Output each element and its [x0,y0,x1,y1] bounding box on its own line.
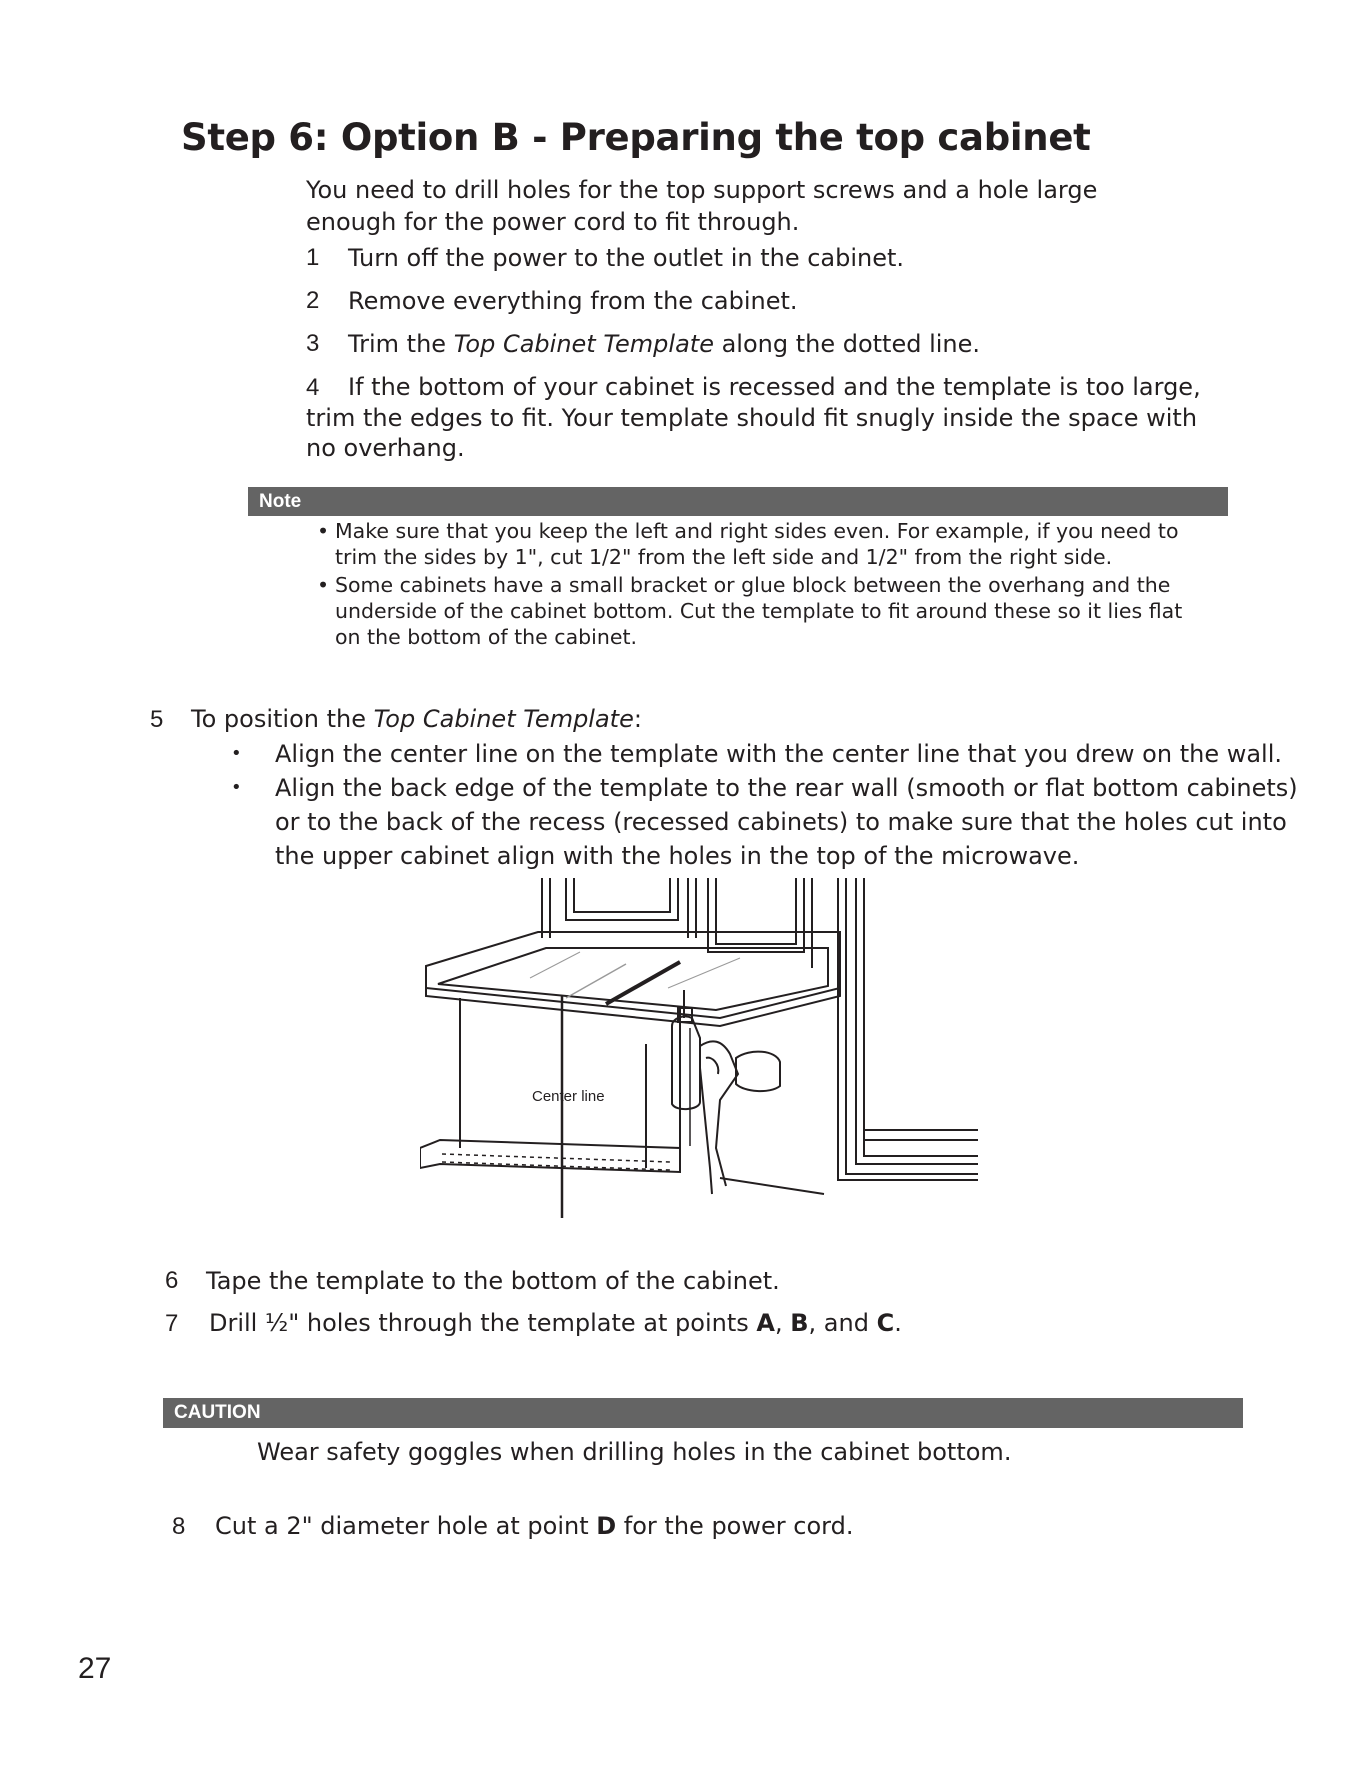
step-text [348,328,980,360]
note-item [317,518,1182,570]
step-text-pre: Trim the [348,330,454,358]
step-number: 7 [165,1310,179,1337]
step-number: 3 [306,330,320,357]
side-cabinet [856,878,978,1164]
caution-bar [163,1398,1243,1428]
step-8 [172,1510,853,1543]
step-number: 6 [165,1267,179,1294]
note-line: trim the sides by 1", cut 1/2" from the left side and 1/2" from the right side. [335,545,1113,569]
step-text: Tape the template to the bottom of the cabinet. [206,1267,780,1295]
point-a: A [756,1309,775,1337]
side-cabinet [838,878,978,1180]
door-panel [574,878,670,912]
step-text-post: . [894,1309,902,1337]
template-marking [566,964,626,998]
bullet: • [317,519,330,543]
note-line: underside of the cabinet bottom. Cut the template to fit around these so it lies flat [335,599,1183,623]
step-number: 4 [306,374,320,401]
step-text-post: for the power cord. [616,1512,854,1540]
bullet: • [231,777,242,798]
counter-line [720,1178,824,1194]
step-1 [306,242,904,274]
door-panel [566,878,678,920]
separator: , [774,1309,791,1337]
page-number: 27 [78,1652,112,1685]
step-2 [306,285,798,317]
side-cabinet [864,878,978,1156]
sub-text: Align the back edge of the template to the rear wall (smooth or flat bottom cabinets) [275,774,1298,802]
drill-body [672,1016,700,1109]
step-text: If the bottom of your cabinet is recessed and the template is too large, [348,373,1201,401]
step-text: trim the edges to fit. Your template should fit snugly inside the space with [306,404,1198,432]
template-name: Top Cabinet Template [453,330,714,358]
note-item [317,572,1183,650]
step-text-post: : [633,705,642,733]
point-c: C [876,1309,895,1337]
step-4 [306,372,1201,463]
note-line: on the bottom of the cabinet. [335,625,638,649]
note-bar [248,487,1228,516]
intro-line: You need to drill holes for the top support screws and a hole large [306,176,1098,204]
step-3 [306,328,980,360]
door-panel [716,878,796,944]
figure-caption: Center line [532,1088,605,1105]
step-7 [165,1307,902,1340]
finger [706,1058,718,1074]
intro [306,174,1097,238]
step-text: Remove everything from the cabinet. [348,287,798,315]
step-number: 8 [172,1513,186,1540]
step-5 [150,703,642,736]
step-text-pre: To position the [191,705,374,733]
note-list [317,518,1183,650]
note-line: Make sure that you keep the left and right sides even. For example, if you need to [335,519,1179,543]
step-text-pre: Drill ½" holes through the template at points [209,1309,757,1337]
caution-text: Wear safety goggles when drilling holes in the cabinet bottom. [257,1438,1012,1466]
sub-text: Align the center line on the template with the center line that you drew on the wall. [275,740,1283,768]
template-name: Top Cabinet Template [373,705,634,733]
point-b: B [790,1309,809,1337]
step-text-pre: Cut a 2" diameter hole at point [215,1512,597,1540]
note-line: Some cabinets have a small bracket or glue block between the overhang and the [335,573,1171,597]
page-title: Step 6: Option B - Preparing the top cabinet [181,116,1091,159]
step-number: 2 [306,287,320,314]
step-5-sub-2 [231,771,1298,873]
sub-text: or to the back of the recess (recessed cabinets) to make sure that the holes cut into [275,808,1287,836]
step-5-sub-1 [231,737,1283,771]
caution-label: CAUTION [174,1402,261,1423]
step-text: no overhang. [306,434,465,462]
step-6 [165,1265,780,1297]
bullet: • [317,573,330,597]
step-text-post: along the dotted line. [713,330,981,358]
cabinet-template-illustration [420,878,1000,1218]
step-number: 1 [306,244,320,271]
drill-handle [736,1052,780,1091]
point-d: D [596,1512,617,1540]
step-text: Turn off the power to the outlet in the cabinet. [348,244,905,272]
separator: , and [808,1309,877,1337]
arm-outline [700,1041,738,1186]
step-number: 5 [150,706,164,733]
arm-outline [700,1068,712,1194]
template-marking [530,952,580,978]
top-cabinet-template [438,948,828,1010]
intro-line: enough for the power cord to fit through. [306,208,800,236]
note-label: Note [259,491,302,512]
door-panel [708,878,804,952]
bullet: • [231,743,242,764]
side-cabinet-panel [864,1130,978,1140]
mounting-plate-holes [442,1154,670,1162]
sub-text: the upper cabinet align with the holes in the top of the microwave. [275,842,1080,870]
